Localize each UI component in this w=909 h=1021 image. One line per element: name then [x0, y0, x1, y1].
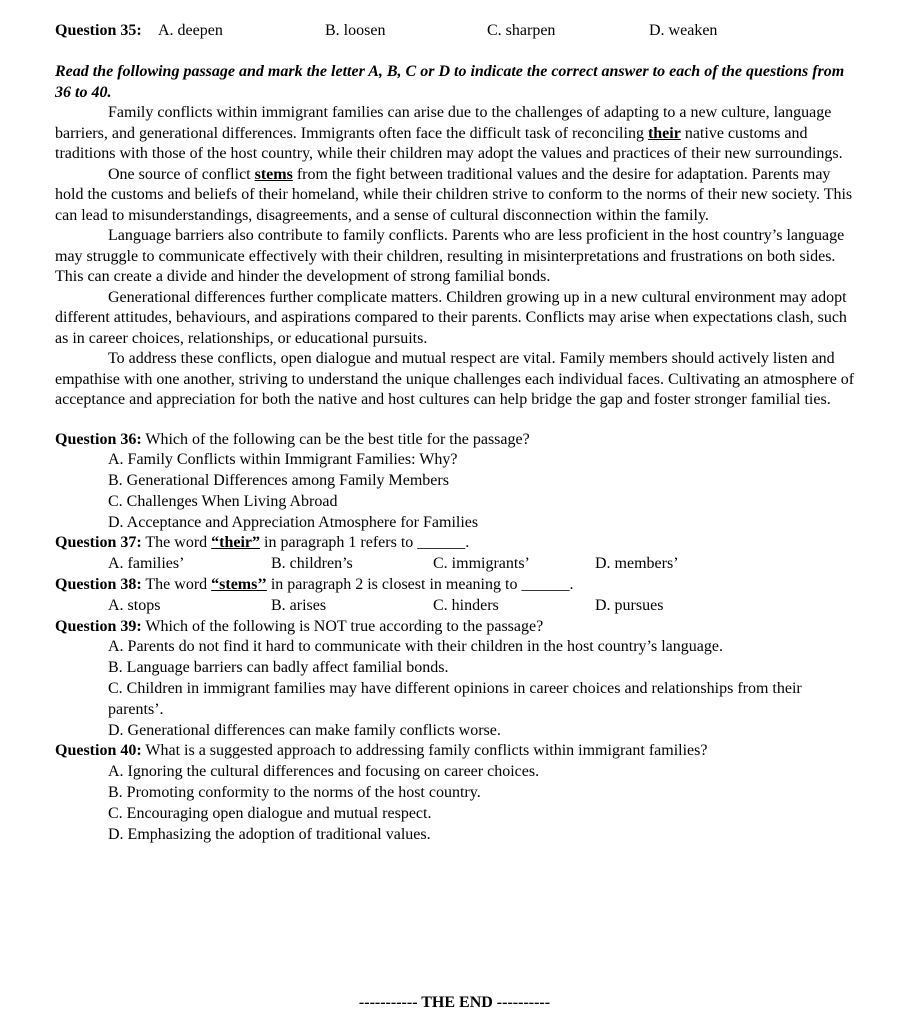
the-end-footer: ----------- THE END ---------- [358, 994, 551, 1011]
passage-paragraph-1 [55, 103, 855, 165]
option-d: D. pursues [595, 596, 664, 614]
question-40 [55, 741, 855, 845]
option-b: B. Generational Differences among Family Members [108, 472, 449, 490]
option-d: D. Generational differences can make family conflicts worse. [108, 721, 501, 739]
option-c: C. Encouraging open dialogue and mutual respect. [108, 804, 432, 822]
paragraph-text: One source of conflict [108, 165, 255, 183]
option-d: D. weaken [649, 22, 718, 39]
option-d: D. Acceptance and Appreciation Atmosphere for Families [108, 513, 479, 531]
question-text: Which of the following is NOT true according to the passage? [141, 617, 544, 635]
question-39 [55, 617, 855, 742]
option-c: C. hinders [433, 596, 499, 614]
question-label: Question 37: [55, 534, 142, 552]
option-b: B. loosen [325, 22, 386, 39]
question-label: Question 39: [55, 617, 142, 635]
question-text: The word [141, 576, 212, 594]
option-b: B. Promoting conformity to the norms of the host country. [108, 784, 481, 802]
exam-page [55, 21, 855, 845]
passage-paragraph-3: Language barriers also contribute to family conflicts. Parents who are less proficient in the host country’s language may struggle to communicate effectively with their children, resulting in misinterpretations and frustrations on both sides. This can create a divide and hinder the development of strong familial bonds. [55, 227, 845, 285]
question-text: in paragraph 1 refers to ______. [260, 534, 470, 552]
question-label: Question 35: [55, 22, 142, 39]
option-a: A. Family Conflicts within Immigrant Families: Why? [108, 451, 458, 469]
question-label: Question 40: [55, 742, 142, 760]
passage-paragraph-5: To address these conflicts, open dialogue and mutual respect are vital. Family members should actively listen and empathise with one another, striving to understand the unique challenges each individual faces. Cultivating an atmosphere of acceptance and appreciation for both the native and host cultures can help bridge the gap and foster stronger familial ties. [55, 350, 855, 408]
passage-paragraph-4: Generational differences further complicate matters. Children growing up in a new cultural environment may adopt different attitudes, behaviours, and aspirations compared to their parents. Conflicts may arise when expectations clash, such as in career choices, relationships, or educational pursuits. [55, 288, 847, 347]
option-c: C. Challenges When Living Abroad [108, 492, 338, 510]
underlined-word-stems: stems [254, 165, 293, 183]
passage-paragraph-2 [55, 165, 855, 227]
option-a: A. families’ [108, 555, 185, 573]
option-d: D. Emphasizing the adoption of traditional values. [108, 825, 431, 843]
question-label: Question 36: [55, 430, 142, 448]
question-text: in paragraph 2 is closest in meaning to ______. [266, 576, 574, 594]
options-row [55, 596, 855, 617]
option-b: B. Language barriers can badly affect familial bonds. [108, 659, 449, 677]
underlined-word-their: their [647, 124, 681, 142]
question-text: What is a suggested approach to addressing family conflicts within immigrant families? [141, 742, 708, 760]
question-38 [55, 575, 855, 617]
paragraph-text: native customs and traditions with those of the host country, while their children may adopt the values and practices of their new surroundings. [55, 124, 843, 162]
question-35 [55, 21, 855, 42]
option-a: A. Parents do not find it hard to communicate with their children in the host country’s language. [108, 638, 723, 656]
option-a: A. stops [108, 596, 161, 614]
question-text: The word [141, 534, 212, 552]
option-d: D. members’ [595, 555, 679, 573]
paragraph-text: Family conflicts within immigrant families can arise due to the challenges of adapting to a new culture, language barriers, and generational differences. Immigrants often face the difficult task of reconciling [55, 104, 832, 142]
question-text: Which of the following can be the best title for the passage? [141, 430, 530, 448]
option-c: C. Children in immigrant families may have different opinions in career choices and relationships from their parents’. [108, 680, 802, 718]
option-b: B. arises [271, 596, 327, 614]
question-37 [55, 533, 855, 575]
passage [55, 103, 855, 411]
option-c: C. sharpen [487, 22, 556, 39]
option-c: C. immigrants’ [433, 555, 530, 573]
options-row [55, 554, 855, 575]
reading-instruction: Read the following passage and mark the letter A, B, C or D to indicate the correct answer to each of the questions from 36 to 40. [55, 63, 845, 101]
option-a: A. deepen [158, 22, 223, 39]
paragraph-text: from the fight between traditional values and the desire for adaptation. Parents may hold the customs and beliefs of their homeland, while their children strive to conform to the norms of their new society. This can lead to misunderstandings, disagreements, and a sense of cultural disconnection within the family. [55, 165, 853, 224]
quoted-word-stems: “stems’’ [211, 576, 267, 594]
option-a: A. Ignoring the cultural differences and focusing on career choices. [108, 763, 540, 781]
question-label: Question 38: [55, 576, 142, 594]
option-b: B. children’s [271, 555, 353, 573]
quoted-word-their: “their” [211, 534, 261, 552]
question-36 [55, 430, 855, 534]
